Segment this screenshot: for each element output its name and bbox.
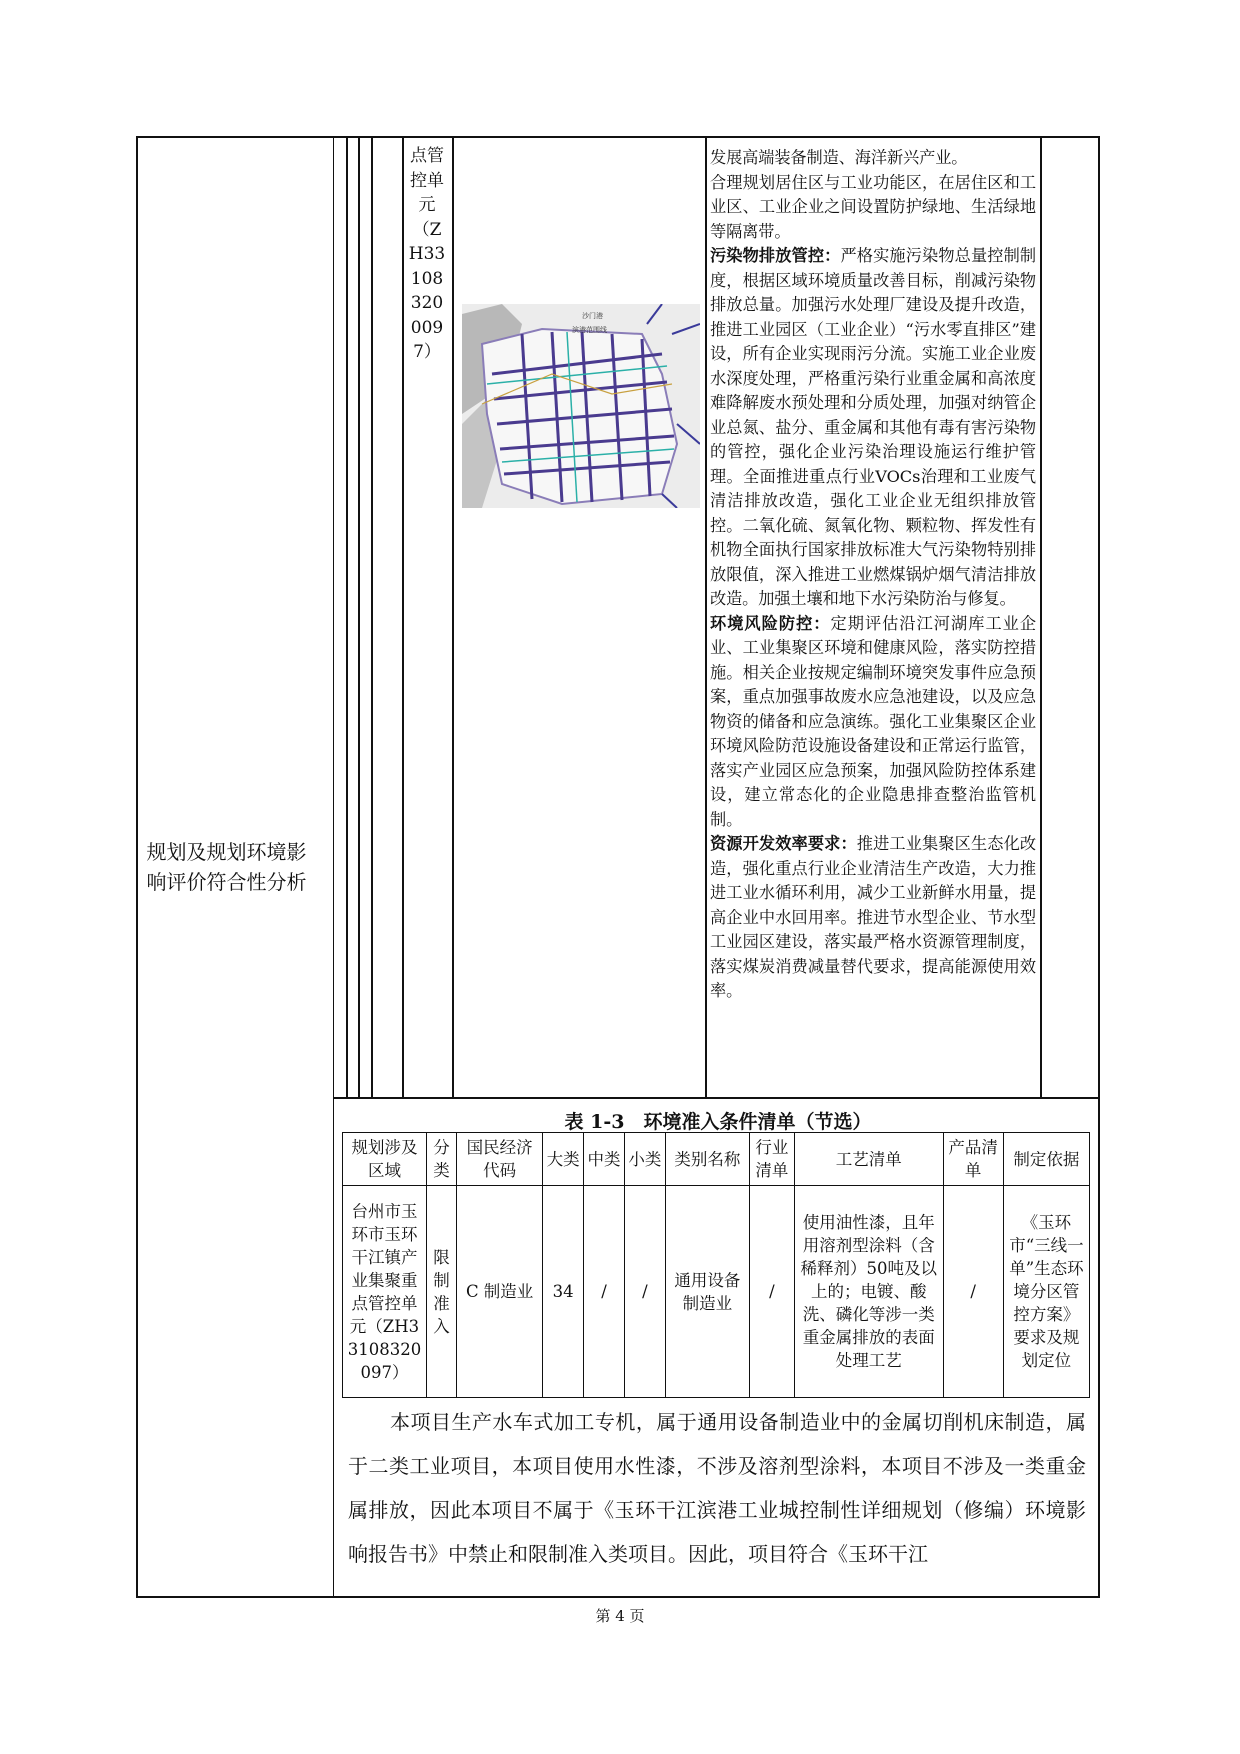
header-cell: 行业清单 [749, 1133, 794, 1186]
requirement-text: 合理规划居住区与工业功能区，在居住区和工业区、工业企业之间设置防护绿地、生活绿地等隔离带。 [710, 172, 1036, 241]
requirement-text: 发展高端装备制造、海洋新兴产业。 [710, 148, 968, 167]
control-unit-label: 点管控单元（ZH331083200097） [408, 146, 446, 362]
grid-line [1040, 136, 1042, 1098]
page-number: 第 4 页 [595, 1607, 645, 1625]
header-cell: 规划涉及区域 [343, 1133, 427, 1186]
requirement-text: 推进工业集聚区生态化改造，强化重点行业企业清洁生产改造，大力推进工业水循环利用，减少工业新鲜水用量，提高企业中水回用率。推进节水型企业、节水型工业园区建设，落实最严格水资源管理制度，落实煤炭消费减量替代要求，提高能源使用效率。 [710, 834, 1036, 1000]
requirement-text: 严格实施污染物总量控制制度，根据区域环境质量改善目标，削减污染物排放总量。加强污水处理厂建设及提升改造，推进工业园区（工业企业）“污水零直排区”建设，所有企业实现雨污分流。实施工业企业废水深度处理，严格重污染行业重金属和高浓度难降解废水预处理和分质处理，加强对纳管企业总氮、盐分、重金属和其他有毒有害污染物的管控，强化企业污染治理设施运行维护管理。全面推进重点行业VOCs治理和工业废气清洁排放改造，强化工业企业无组织排放管控。二氧化硫、氮氧化物、颗粒物、挥发性有机物全面执行国家排放标准大气污染物特别排放限值，深入推进工业燃煤锅炉烟气清洁排放改造。加强土壤和地下水污染防治与修复。 [710, 246, 1036, 608]
table-row [343, 1186, 1090, 1398]
header-cell: 大类 [543, 1133, 584, 1186]
table-cell: 34 [543, 1186, 584, 1398]
table-cell: 使用油性漆，且年用溶剂型涂料（含稀释剂）50吨及以上的；电镀、酸洗、磷化等涉一类重金属排放的表面处理工艺 [795, 1186, 944, 1398]
table-cell: 通用设备制造业 [665, 1186, 749, 1398]
grid-line [452, 136, 454, 1098]
body-paragraph-text: 本项目生产水车式加工专机，属于通用设备制造业中的金属切削机床制造，属于二类工业项目，本项目使用水性漆，不涉及溶剂型涂料，本项目不涉及一类重金属排放，因此本项目不属于《玉环干江滨港工业城控制性详细规划（修编）环境影响报告书》中禁止和限制准入类项目。因此，项目符合《玉环干江 [348, 1410, 1086, 1566]
grid-line [358, 136, 360, 1098]
requirement-paragraph [710, 146, 1036, 171]
requirement-paragraph [710, 171, 1036, 245]
table-cell: / [749, 1186, 794, 1398]
requirement-paragraph [710, 832, 1036, 1004]
grid-line [334, 1097, 1100, 1099]
header-cell: 小类 [624, 1133, 665, 1186]
header-cell: 产品清单 [943, 1133, 1003, 1186]
header-cell: 制定依据 [1003, 1133, 1089, 1186]
table-cell: 限制准入 [426, 1186, 456, 1398]
requirement-heading: 污染物排放管控： [710, 246, 841, 265]
table-cell: / [943, 1186, 1003, 1398]
section-label-cell [136, 136, 334, 1598]
table-cell: 台州市玉环市玉环干江镇产业集聚重点管控单元（ZH33108320097） [343, 1186, 427, 1398]
table-cell: / [624, 1186, 665, 1398]
table-cell: 《玉环市“三线一单”生态环境分区管控方案》要求及规划定位 [1003, 1186, 1089, 1398]
header-cell: 工艺清单 [795, 1133, 944, 1186]
table-cell: C 制造业 [457, 1186, 543, 1398]
entry-conditions-table [342, 1132, 1090, 1398]
body-paragraph [348, 1400, 1086, 1576]
grid-line [402, 136, 404, 1098]
requirement-heading: 环境风险防控： [710, 613, 831, 633]
section-label: 规划及规划环境影响评价符合性分析 [146, 840, 307, 894]
header-cell: 中类 [584, 1133, 625, 1186]
requirement-text: 定期评估沿江河湖库工业企业、工业集聚区环境和健康风险，落实防控措施。相关企业按规定编制环境突发事件应急预案，重点加强事故废水应急池建设，以及应急物资的储备和应急演练。强化工业集聚区企业环境风险防范设施设备建设和正常运行监管，落实产业园区应急预案，加强风险防控体系建设，建立常态化的企业隐患排查整治监管机制。 [710, 613, 1036, 829]
table-cell: / [584, 1186, 625, 1398]
grid-line [705, 136, 707, 1098]
planning-map [462, 304, 700, 508]
map-label-a: 沙门港 [582, 312, 603, 320]
header-cell: 国民经济代码 [457, 1133, 543, 1186]
requirement-paragraph [710, 612, 1036, 833]
map-label-b: 滨港范围线 [572, 326, 607, 334]
requirement-paragraph [710, 244, 1036, 612]
requirement-heading: 资源开发效率要求： [710, 834, 857, 853]
grid-line [346, 136, 348, 1098]
requirements-text [710, 146, 1036, 1004]
table-caption: 表 1-3 环境准入条件清单（节选） [564, 1111, 872, 1133]
table-header-row [343, 1133, 1090, 1186]
header-cell: 分类 [426, 1133, 456, 1186]
grid-line [371, 136, 373, 1098]
header-cell: 类别名称 [665, 1133, 749, 1186]
